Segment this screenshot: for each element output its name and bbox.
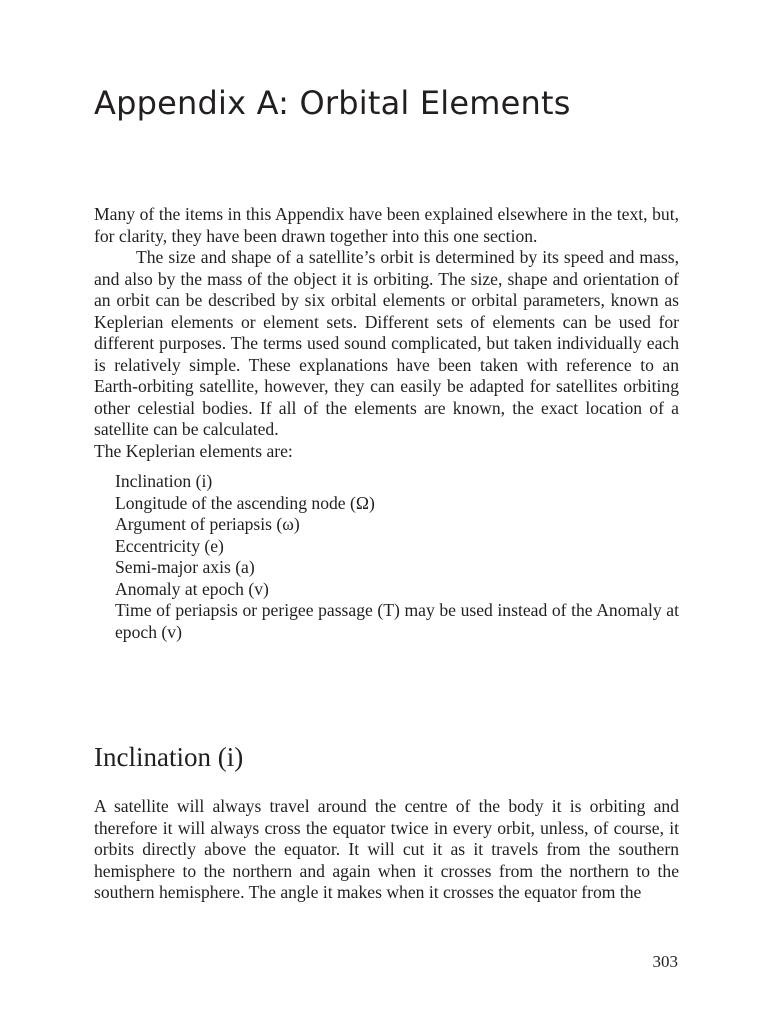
list-item: Longitude of the ascending node (Ω) — [115, 492, 375, 513]
inclination-section — [94, 796, 679, 904]
orbit-description-paragraph: The size and shape of a satellite’s orbit is determined by its speed and mass, and also by the mass of the object it is orbiting. The size, shape and orientation of an orbit can be described by six orbital elements or orbital parameters, known as Keplerian elements or element sets. Different sets of elements can be used for different purposes. The terms used sound complicated, but taken individually each is relatively simple. These explanations have been taken with reference to an Earth-orbiting satellite, however, they can easily be adapted for satellites orbiting other celestial bodies. If all of the elements are known, the exact location of a satellite can be calculated. — [94, 247, 679, 439]
list-item: Argument of periapsis (ω) — [115, 514, 300, 534]
keplerian-elements-list — [94, 471, 679, 643]
intro-section — [94, 204, 679, 643]
inclination-heading: Inclination (i) — [94, 742, 244, 772]
list-item: Time of periapsis or perigee passage (T) may be used instead of the Anomaly at epoch (v) — [115, 600, 679, 642]
appendix-title: Appendix A: Orbital Elements — [94, 84, 571, 122]
list-item: Semi-major axis (a) — [115, 557, 255, 577]
list-item: Eccentricity (e) — [115, 535, 224, 556]
page-number: 303 — [652, 952, 678, 971]
inclination-paragraph: A satellite will always travel around the centre of the body it is orbiting and therefore it will always cross the equator twice in every orbit, unless, of course, it orbits directly above the equator. It will cut it as it travels from the southern hemisphere to the northern and again when it crosses from the northern to the southern hemisphere. The angle it makes when it crosses the equator from the — [94, 796, 679, 902]
intro-paragraph: Many of the items in this Appendix have been explained elsewhere in the text, but, for clarity, they have been drawn together into this one section. — [94, 204, 679, 246]
keplerian-elements-lead: The Keplerian elements are: — [94, 440, 293, 461]
list-item: Anomaly at epoch (v) — [115, 578, 269, 599]
list-item: Inclination (i) — [115, 471, 213, 491]
